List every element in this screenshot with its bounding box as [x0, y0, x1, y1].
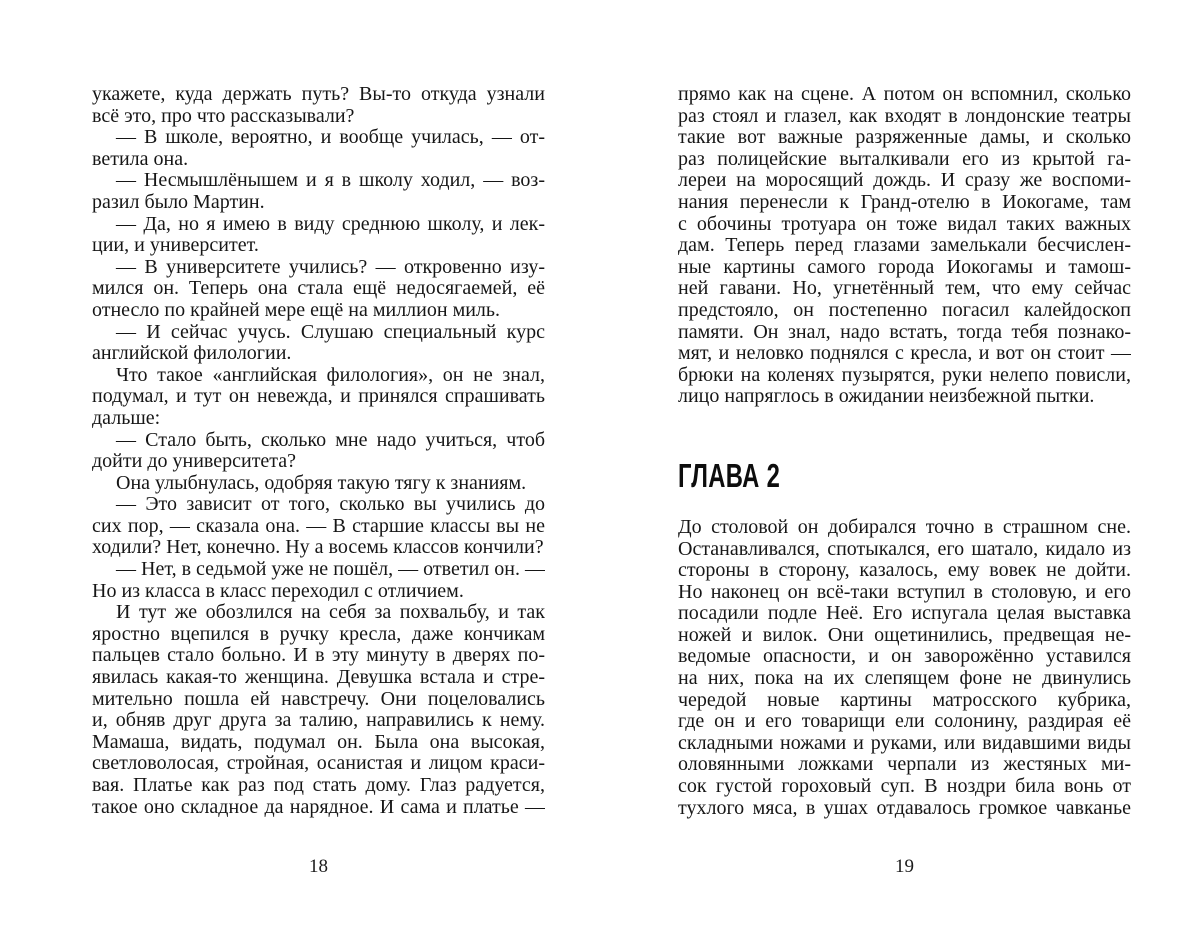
text-line: предстояло, он постепенно погасил калейдоскоп — [678, 299, 1131, 321]
chapter-heading: ГЛАВА 2 — [678, 456, 781, 494]
text-line: чередой новые картины матросского кубрика, — [678, 689, 1131, 711]
text-line: на них, пока на их слепящем фоне не двинулись — [678, 668, 1131, 690]
text-line: ведомые опасности, и он заворожённо уставился — [678, 646, 1131, 668]
text-line: лицо напряглось в ожидании неизбежной пытки. — [678, 386, 1095, 408]
text-line: памяти. Он знал, надо встать, тогда тебя познако- — [678, 321, 1131, 343]
text-line: — Нет, в седьмой уже не пошёл, — ответил он. — — [116, 559, 545, 581]
text-line: оловянными ложками черпали из жестяных ми- — [678, 754, 1131, 776]
text-line: вая. Платье как раз под стать дому. Глаз радуется, — [92, 775, 545, 796]
page-number-right: 19 — [895, 856, 914, 877]
text-line: укажете, куда держать путь? Вы-то откуда узнали — [92, 84, 545, 105]
text-line: — Да, но я имею в виду среднюю школу, и лек- — [116, 213, 545, 235]
text-line: тухлого мяса, в ушах отдавалось громкое чавканье — [678, 797, 1131, 819]
text-line: И тут же обозлился на себя за похвальбу, и так — [116, 602, 545, 624]
text-line: яростно вцепился в ручку кресла, даже кончикам — [92, 623, 545, 645]
page-right-text — [678, 84, 1131, 819]
text-line: английской филологии. — [92, 343, 292, 365]
text-line: отнесло по крайней мере ещё на миллион миль. — [92, 299, 501, 321]
paragraph — [92, 559, 545, 602]
paragraph — [92, 473, 545, 495]
text-line: дам. Теперь перед глазами замелькали бесчислен- — [678, 235, 1131, 257]
text-line: — Несмышлёнышем и я в школу ходил, — воз- — [116, 170, 545, 192]
paragraph — [92, 170, 545, 213]
text-line: пальцев стало больно. И в эту минуту в дверях по- — [92, 645, 545, 667]
text-line: сок густой гороховый суп. В ноздри била вонь от — [678, 776, 1131, 798]
text-line: с обочины тротуара он тоже видал таких важных — [678, 213, 1131, 235]
text-line: складными ножами и руками, или видавшими виды — [678, 732, 1131, 754]
paragraph — [678, 517, 1131, 819]
text-line: стороны в сторону, казалось, ему вовек не дойти. — [678, 560, 1131, 582]
paragraph — [92, 257, 545, 322]
paragraph — [92, 84, 545, 127]
paragraph — [92, 322, 545, 365]
text-line: ции, и университет. — [92, 235, 259, 257]
paragraph — [92, 214, 545, 257]
text-line: посадили подле Неё. Его испугала целая выставка — [678, 603, 1131, 625]
text-line: ные картины самого города Иокогамы и тамош- — [678, 256, 1131, 278]
paragraph — [92, 127, 545, 170]
text-line: мился он. Теперь она стала ещё недосягаемей, её — [92, 278, 545, 300]
page-number-left: 18 — [309, 856, 328, 877]
text-line: Но из класса в класс переходил с отличием. — [92, 580, 464, 602]
text-line: дойти до университета? — [92, 451, 297, 473]
text-line: разил было Мартин. — [92, 191, 265, 213]
text-line: — В университете учились? — откровенно изу- — [116, 256, 545, 278]
text-line: — И сейчас учусь. Слушаю специальный курс — [116, 321, 545, 343]
text-line: раз полицейские выталкивали его из крытой га- — [678, 148, 1131, 170]
text-line: всё это, про что рассказывали? — [92, 105, 355, 127]
text-line: Останавливался, спотыкался, его шатало, кидало из — [678, 538, 1131, 560]
text-line: Что такое «английская филология», он не знал, — [116, 364, 545, 386]
text-line: До столовой он добирался точно в страшном сне. — [678, 516, 1131, 538]
text-line: ветила она. — [92, 148, 189, 170]
text-line: светловолосая, стройная, осанистая и лицом краси- — [92, 753, 545, 775]
page-right — [678, 84, 1131, 877]
text-line: — Это зависит от того, сколько вы учились до — [116, 494, 545, 516]
paragraph — [92, 430, 545, 473]
text-line: такие вот важные разряженные дамы, и сколько — [678, 127, 1131, 149]
text-line: дальше: — [92, 407, 161, 429]
text-line: прямо как на сцене. А потом он вспомнил, сколько — [678, 84, 1131, 105]
text-line: брюки на коленях пузырятся, руки нелепо повисли, — [678, 364, 1131, 386]
text-line: Но наконец он всё-таки вступил в столовую, и его — [678, 581, 1131, 603]
text-line: раз стоял и глазел, как входят в лондонские театры — [678, 105, 1131, 127]
text-line: ножей и вилок. Они ощетинились, предвещая не- — [678, 624, 1131, 646]
text-line: где он и его товарищи ели солонину, раздирая её — [678, 711, 1131, 733]
text-line: мят, и неловко поднялся с кресла, и вот он стоит — — [678, 343, 1131, 365]
text-line: Мамаша, видать, подумал он. Была она высокая, — [92, 731, 545, 753]
page-left — [92, 84, 545, 877]
paragraph — [92, 602, 545, 818]
text-line: подумал, и тут он невежда, и принялся спрашивать — [92, 386, 545, 408]
text-line: такое оно складное да нарядное. И сама и платье — — [92, 796, 545, 818]
text-line: ходили? Нет, конечно. Ну а восемь классов кончили? — [92, 537, 544, 559]
paragraph — [678, 84, 1131, 408]
text-line: сих пор, — сказала она. — В старшие классы вы не — [92, 515, 545, 537]
text-line: — Стало быть, сколько мне надо учиться, чтоб — [116, 429, 545, 451]
text-line: нания перенесли к Гранд-отелю в Иокогаме, там — [678, 191, 1131, 213]
page-left-text — [92, 84, 545, 818]
text-line: и, обняв друг друга за талию, направились к нему. — [92, 710, 545, 732]
paragraph — [92, 494, 545, 559]
text-line: мительно пошла ей навстречу. Они поцеловались — [92, 688, 545, 710]
text-line: явилась какая-то женщина. Девушка встала и стре- — [92, 667, 545, 689]
text-line: Она улыбнулась, одобряя такую тягу к знаниям. — [116, 472, 527, 494]
text-line: лереи на моросящий дождь. И сразу же воспоми- — [678, 170, 1131, 192]
text-line: ней гавани. Но, угнетённый тем, что ему сейчас — [678, 278, 1131, 300]
text-line: — В школе, вероятно, и вообще училась, — от- — [116, 127, 545, 149]
paragraph — [92, 365, 545, 430]
